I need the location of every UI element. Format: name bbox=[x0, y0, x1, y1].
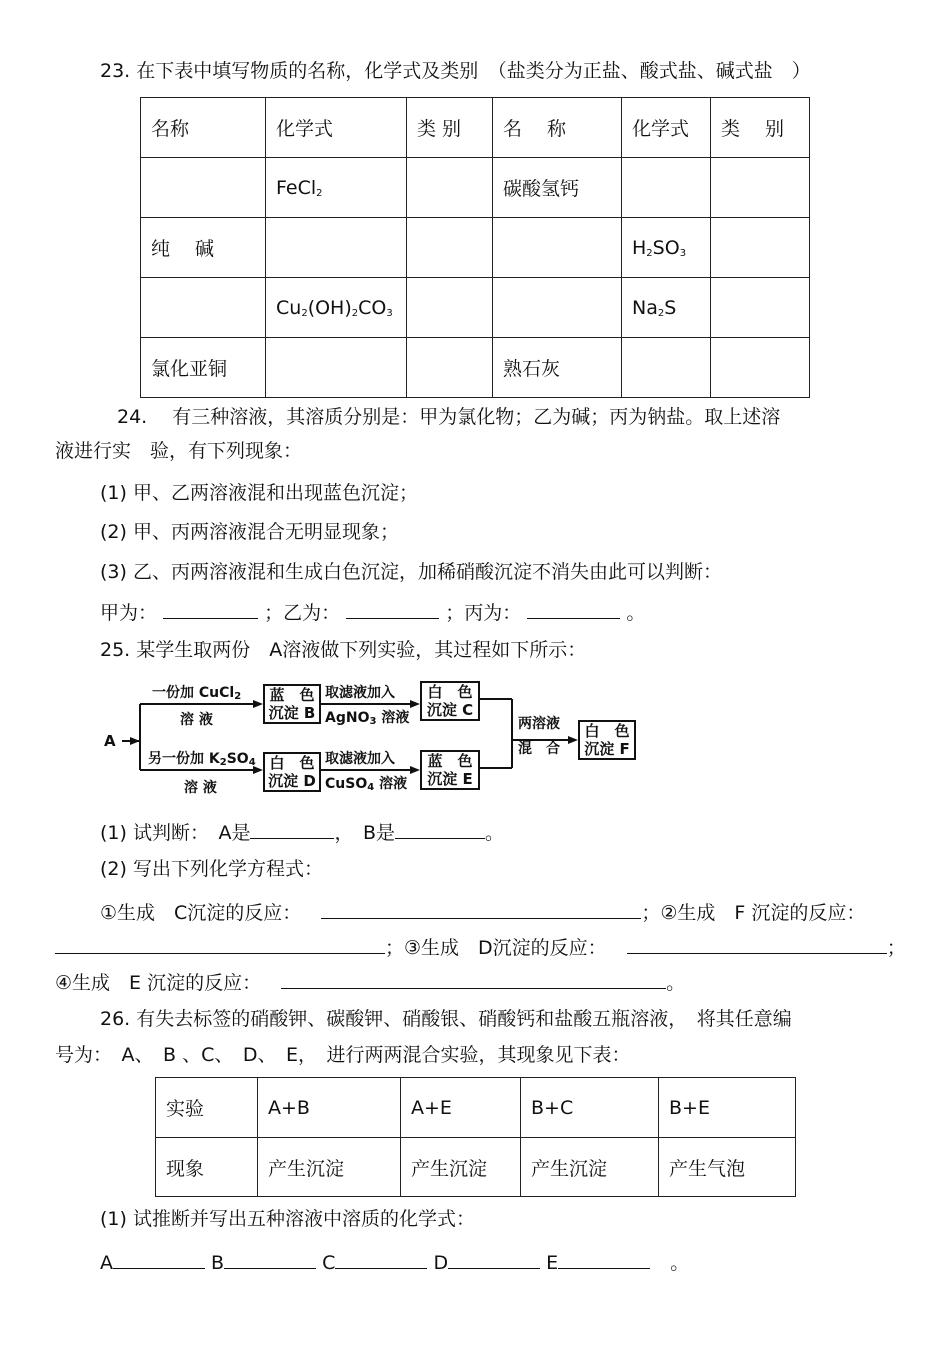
q25-mix: 两溶液 bbox=[518, 716, 560, 732]
q25-box-b bbox=[263, 684, 321, 724]
q26-row-phenomenon bbox=[156, 1138, 796, 1197]
q25-part2: (2) 写出下列化学方程式： bbox=[100, 858, 323, 880]
q25-box-f-line2: 沉淀 F bbox=[584, 740, 630, 758]
q23-header: 类 别 bbox=[711, 98, 810, 158]
q25-eq-line3 bbox=[55, 970, 685, 993]
q26-label-b: B bbox=[211, 1252, 225, 1274]
q26-line2: 号为： A、 B 、C、 D、 E， 进行两两混合实验，其现象见下表： bbox=[55, 1044, 631, 1066]
q25-box-e-line2: 沉淀 E bbox=[427, 770, 473, 788]
q25-box-f-line1: 白 色 bbox=[584, 722, 630, 740]
q25-bottom-filtrate: 取滤液加入 bbox=[325, 751, 395, 767]
q25-blank-b[interactable] bbox=[395, 820, 485, 839]
q25-bottom-reagent-2: 溶 液 bbox=[184, 780, 217, 796]
q25-blank-eq3[interactable] bbox=[627, 935, 887, 954]
q24-label-c: ；丙为： bbox=[445, 602, 522, 624]
q25-eq-line1 bbox=[100, 900, 865, 923]
q23-header: 名 称 bbox=[493, 98, 622, 158]
q25-top-reagent-2: 溶 液 bbox=[180, 712, 213, 728]
q25-label-a: (1) 试判断： A是 bbox=[100, 822, 251, 844]
q26-cell: A+E bbox=[401, 1078, 521, 1138]
q23-cell[interactable]: 碳酸氢钙 bbox=[493, 158, 622, 218]
q26-line1: 26. 有失去标签的硝酸钾、碳酸钾、硝酸银、硝酸钙和盐酸五瓶溶液， 将其任意编 bbox=[100, 1008, 792, 1030]
q24-item-1: (1) 甲、乙两溶液混和出现蓝色沉淀； bbox=[100, 482, 418, 504]
q25-box-c-line1: 白 色 bbox=[427, 683, 473, 701]
q23-cell[interactable]: $Cu_2(OH)_2CO_3$ bbox=[266, 278, 407, 338]
q25-eq3-label: ；③生成 D沉淀的反应： bbox=[385, 937, 607, 959]
q25-box-d-line2: 沉淀 D bbox=[268, 772, 316, 790]
q26-part1: (1) 试推断并写出五种溶液中溶质的化学式： bbox=[100, 1208, 475, 1230]
q26-cell: 实验 bbox=[156, 1078, 258, 1138]
q23-header: 化学式 bbox=[266, 98, 407, 158]
q25-eq1-label: ①生成 C沉淀的反应： bbox=[100, 902, 302, 924]
q23-title: 23. 在下表中填写物质的名称，化学式及类别 （盐类分为正盐、酸式盐、碱式盐 ） bbox=[100, 60, 811, 82]
q25-eq3-end: ； bbox=[886, 937, 906, 959]
q26-cell: B+C bbox=[521, 1078, 659, 1138]
q26-label-a: A bbox=[100, 1252, 113, 1274]
q23-cell[interactable]: $Na_2S$ bbox=[622, 278, 711, 338]
q25-box-e-line1: 蓝 色 bbox=[427, 752, 473, 770]
q25-end-1: 。 bbox=[485, 822, 505, 844]
q25-box-d-line1: 白 色 bbox=[269, 754, 315, 772]
q25-eq4-label: ④生成 E 沉淀的反应： bbox=[55, 972, 262, 994]
q23-header: 类 别 bbox=[407, 98, 493, 158]
q25-box-c bbox=[420, 681, 480, 721]
q25-part1 bbox=[100, 820, 504, 843]
q26-answer-line bbox=[100, 1250, 689, 1273]
q25-eq2-label: ；②生成 F 沉淀的反应： bbox=[641, 902, 866, 924]
q25-top-filtrate-2: AgNO$_3$ 溶液 bbox=[325, 710, 410, 727]
q25-box-f bbox=[578, 720, 636, 760]
q23-cell[interactable]: 氯化亚铜 bbox=[141, 338, 266, 398]
q24-item-3: (3) 乙、丙两溶液混和生成白色沉淀，加稀硝酸沉淀不消失由此可以判断： bbox=[100, 561, 722, 583]
q23-cell[interactable]: 熟石灰 bbox=[493, 338, 622, 398]
q23-header: 名称 bbox=[141, 98, 266, 158]
q24-label-b: ；乙为： bbox=[264, 602, 341, 624]
q26-cell: 产生沉淀 bbox=[258, 1138, 401, 1197]
q26-table bbox=[155, 1077, 796, 1197]
q23-cell[interactable]: FeCl$_2$ bbox=[266, 158, 407, 218]
q25-box-b-line1: 蓝 色 bbox=[269, 686, 315, 704]
q26-label-c: C bbox=[322, 1252, 336, 1274]
q26-blank-b[interactable] bbox=[224, 1250, 316, 1269]
q24-label-a: 甲为： bbox=[100, 602, 158, 624]
q26-label-d: D bbox=[433, 1252, 449, 1274]
q25-mix-2: 混 合 bbox=[518, 741, 560, 757]
q26-cell: 现象 bbox=[156, 1138, 258, 1197]
q25-top-filtrate: 取滤液加入 bbox=[325, 685, 395, 701]
q26-blank-c[interactable] bbox=[335, 1250, 427, 1269]
q25-box-c-line2: 沉淀 C bbox=[426, 701, 474, 719]
q26-label-e: E bbox=[546, 1252, 559, 1274]
q26-row-experiment bbox=[156, 1078, 796, 1138]
q23-header: 化学式 bbox=[622, 98, 711, 158]
q25-eq-line2 bbox=[55, 935, 906, 958]
q25-label-b: ， B是 bbox=[334, 822, 395, 844]
q25-bottom-filtrate-2: CuSO$_4$ 溶液 bbox=[325, 776, 408, 793]
q26-cell: 产生气泡 bbox=[659, 1138, 796, 1197]
q25-blank-eq4[interactable] bbox=[281, 970, 666, 989]
q23-cell[interactable]: 纯 碱 bbox=[141, 218, 266, 278]
q26-blank-d[interactable] bbox=[448, 1250, 540, 1269]
q25-box-b-line2: 沉淀 B bbox=[268, 704, 316, 722]
q25-top-reagent: 一份加 CuCl$_2$ bbox=[152, 685, 242, 702]
q26-cell: B+E bbox=[659, 1078, 796, 1138]
q25-title: 25. 某学生取两份 A溶液做下列实验，其过程如下所示： bbox=[100, 639, 587, 661]
q25-bottom-reagent: 另一份加 $K_2SO_4$ bbox=[148, 751, 256, 768]
q26-blank-e[interactable] bbox=[558, 1250, 650, 1269]
q24-line2: 液进行实 验，有下列现象： bbox=[55, 440, 303, 462]
q26-blank-a[interactable] bbox=[113, 1250, 205, 1269]
q25-eq4-end: 。 bbox=[666, 972, 686, 994]
q25-blank-a[interactable] bbox=[250, 820, 334, 839]
q24-item-2: (2) 甲、丙两溶液混合无明显现象； bbox=[100, 521, 399, 543]
q25-start-a: A bbox=[104, 732, 116, 750]
q25-blank-eq2[interactable] bbox=[55, 935, 385, 954]
q24-line1: 24. 有三种溶液，其溶质分别是：甲为氯化物；乙为碱；丙为钠盐。取上述溶 bbox=[117, 406, 781, 428]
q26-cell: A+B bbox=[258, 1078, 401, 1138]
q26-cell: 产生沉淀 bbox=[401, 1138, 521, 1197]
q25-box-e bbox=[420, 750, 480, 790]
q25-box-d bbox=[263, 752, 321, 792]
q26-end: 。 bbox=[670, 1252, 690, 1274]
q26-cell: 产生沉淀 bbox=[521, 1138, 659, 1197]
q25-blank-eq1[interactable] bbox=[321, 900, 641, 919]
q23-cell[interactable]: $H_2SO_3$ bbox=[622, 218, 711, 278]
q24-end: 。 bbox=[626, 602, 646, 624]
